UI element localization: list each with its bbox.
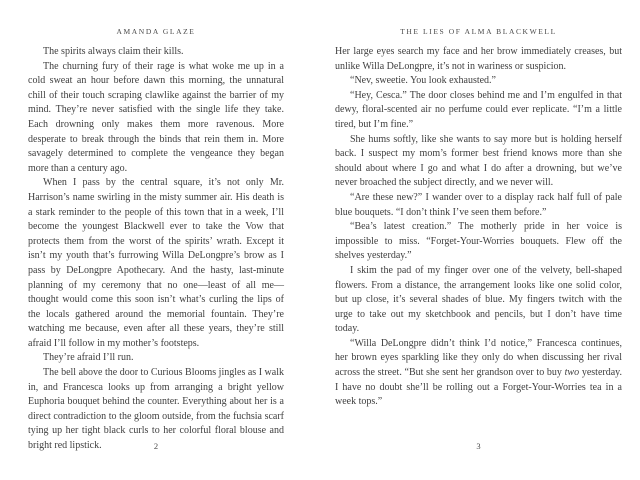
paragraph	[335, 337, 622, 410]
text-run: Her large eyes search my face and her brow immediately creases, but unlike Willa DeLongpre, it’s not in wariness or suspicion.	[335, 46, 622, 72]
paragraph	[335, 191, 622, 220]
text-run: “Willa DeLongpre didn’t think I’d notice,” Francesca continues, her brown eyes sparkling like they only do when discussing her rival across the street. “But she sent her grandson over to buy	[335, 337, 622, 379]
page-left	[28, 0, 284, 480]
text-run: I skim the pad of my finger over one of the velvety, bell-shaped flowers. From a distance, the arrangement looks like one solid color, but up close, it’s several shades of blue. My fingers twitch with the urge to take out my sketchbook and pencils, but I don’t have time today.	[335, 264, 622, 335]
page-number-left: 2	[153, 441, 159, 451]
text-run: The spirits always claim their kills.	[43, 46, 184, 57]
page-number-right: 3	[476, 441, 481, 451]
paragraph	[335, 45, 622, 74]
text-run: The churning fury of their rage is what woke me up in a cold sweat an hour before dawn this morning, the unnatural chill of their touch scraping clawlike against the barrier of my mind. They’re never satisfied with the single life they take. Each drowning only makes them more ravenous. More desperate to break through the binds that rein them in. More savagely determined to complete the vengeance they began more than a century ago.	[28, 60, 284, 174]
text-run: “Bea’s latest creation.” The motherly pride in her voice is impossible to miss. “Forget-Your-Worries bouquets. Flew off the shelves yesterday.”	[335, 221, 622, 262]
text-run: She hums softly, like she wants to say more but is holding herself back. I suspect my mom’s former best friend knows more than she should about where I go and what I do after a drowning, but we’ve never broached the subject directly, and we never will.	[335, 133, 622, 189]
text-run: yesterday. I have no doubt she’ll be rolling out a Forget-Your-Worries tea in a week tops.”	[335, 367, 623, 408]
italic-text-run: two	[564, 367, 580, 379]
page-right	[335, 0, 622, 480]
text-run: The bell above the door to Curious Blooms jingles as I walk in, and Francesca looks up from arranging a bright yellow Euphoria bouquet behind the counter. Everything about her is a direct contradiction to the gloom outside, from the fuchsia scarf tying up her tight black curls to her colorful floral blouse and bright red lipstick.	[28, 367, 284, 452]
paragraph	[335, 220, 622, 264]
running-header-title: THE LIES OF ALMA BLACKWELL	[400, 27, 557, 36]
running-header-author: AMANDA GLAZE	[116, 27, 196, 36]
text-run: They’re afraid I’ll run.	[43, 352, 134, 364]
text-run: “Are these new?” I wander over to a display rack half full of pale blue bouquets. “I don’t think I’ve seen them before.”	[335, 191, 622, 218]
paragraph	[335, 264, 622, 337]
paragraph	[335, 74, 622, 89]
paragraph	[335, 133, 622, 191]
text-run: When I pass by the central square, it’s not only Mr. Harrison’s name swirling in the misty summer air. His death is a stark reminder to the people of this town that in a week, I’ll become the youngest Blackwell ever to take the Vow that protects them from the worst of the spirits’ wrath. Except it isn’t my youth that’s furrowing Willa DeLongpre’s brow as I pass by DeLongpre Apothecary. And the hasty, last-minute planning of my ceremony that no one—least of all me—thought would come this soon isn’t what’s curling the lips of the locals gathered around the memorial fountain. They’re watching me because, even after all these years, they’re still afraid I’ll follow in my mother’s footsteps.	[28, 177, 284, 349]
text-run: “Nev, sweetie. You look exhausted.”	[350, 75, 496, 87]
paragraph	[28, 45, 284, 60]
paragraph	[335, 89, 622, 133]
page-left-body	[28, 45, 284, 454]
paragraph	[28, 60, 284, 177]
paragraph	[28, 176, 284, 351]
paragraph	[28, 351, 284, 366]
text-run: “Hey, Cesca.” The door closes behind me and I’m engulfed in that dewy, floral-scented air no perfume could ever replicate. “I’m a little tired, but I’m fine.”	[335, 89, 622, 130]
page-right-body	[335, 45, 622, 410]
